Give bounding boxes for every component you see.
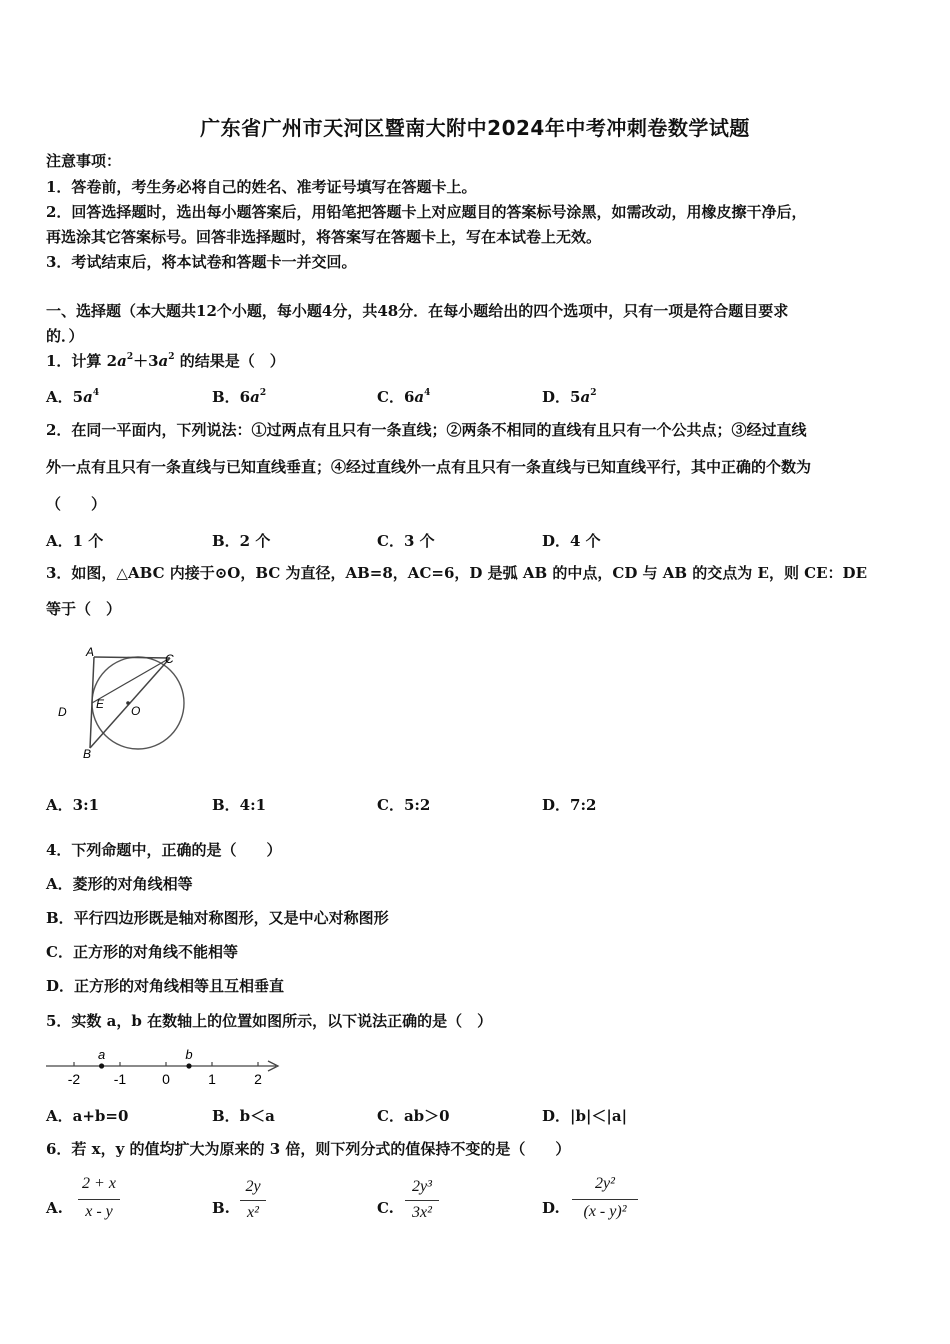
- center-point: [126, 701, 130, 705]
- label-c: C: [165, 652, 174, 666]
- q6-option-d-fraction: [572, 1175, 638, 1227]
- number-line: [40, 1042, 290, 1092]
- denominator: (x - y)²: [583, 1203, 627, 1220]
- q4-option-d: D．正方形的对角线相等且互相垂直: [46, 977, 285, 995]
- question-2-stem: 2．在同一平面内，下列说法：①过两点有且只有一条直线；②两条不相同的直线有且只有一个公共点；③经过直线: [46, 421, 807, 439]
- fraction-bar: [572, 1199, 638, 1200]
- question-1-stem: 1．计算 $2a^2+3a^2$ 的结果是（ ）: [46, 352, 285, 370]
- label-e: E: [96, 697, 105, 711]
- q3-option-b: B．4:1: [212, 796, 267, 814]
- circle-geometry-figure: [52, 640, 192, 765]
- q3-option-c: C．5:2: [377, 796, 431, 814]
- question-2-stem-cont: 外一点有且只有一条直线与已知直线垂直；④经过直线外一点有且只有一条直线与已知直线平行，其中正确的个数为: [46, 458, 812, 476]
- numerator: 2 + x: [82, 1175, 116, 1192]
- q6-option-b-fraction: [240, 1178, 266, 1228]
- q4-option-a: A．菱形的对角线相等: [46, 875, 193, 893]
- fraction-bar: [78, 1199, 120, 1200]
- q6-option-a-fraction: [78, 1175, 120, 1225]
- circle-o: [92, 657, 184, 749]
- axis-tick-label: -1: [113, 1071, 127, 1087]
- label-o: O: [131, 704, 141, 718]
- q3-option-d: D．7:2: [542, 796, 597, 814]
- question-4-stem: 4．下列命题中，正确的是（ ）: [46, 841, 282, 859]
- notice-heading: 注意事项：: [46, 152, 122, 170]
- q4-option-c: C．正方形的对角线不能相等: [46, 943, 238, 961]
- question-3-stem-cont: 等于（ ）: [46, 600, 122, 618]
- question-2-parens: （ ）: [46, 495, 107, 513]
- point-b: [186, 1063, 191, 1068]
- axis-tick-label: 0: [162, 1071, 170, 1087]
- q3-option-a: A．3:1: [46, 796, 100, 814]
- label-d: D: [58, 705, 67, 719]
- section-heading: 一、选择题（本大题共12个小题，每小题4分，共48分．在每小题给出的四个选项中，只有一项是符合题目要求: [46, 302, 789, 320]
- segment-ac: [94, 657, 170, 658]
- question-5-stem: 5．实数 a，b 在数轴上的位置如图所示，以下说法正确的是（ ）: [46, 1012, 493, 1030]
- q2-option-a: A．1 个: [46, 532, 104, 550]
- axis-tick-label: 2: [254, 1071, 262, 1087]
- denominator: 3x²: [412, 1204, 432, 1221]
- q2-option-c: C．3 个: [377, 532, 435, 550]
- question-3-stem: 3．如图，△ABC 内接于⊙O，BC 为直径，AB=8，AC=6，D 是弧 AB 的中点，CD 与 AB 的交点为 E，则 CE：DE: [46, 564, 867, 582]
- axis-tick-label: -2: [67, 1071, 81, 1087]
- denominator: x - y: [85, 1203, 113, 1220]
- q4-option-b: B．平行四边形既是轴对称图形，又是中心对称图形: [46, 909, 389, 927]
- q6-option-c-fraction: [405, 1178, 439, 1228]
- section-heading-cont: 的．）: [46, 327, 84, 345]
- denominator: x²: [247, 1204, 259, 1221]
- fraction-bar: [405, 1200, 439, 1201]
- q5-option-d: D．|b|＜|a|: [542, 1107, 628, 1125]
- q6-option-a-label: A.: [46, 1199, 63, 1217]
- notice-item: 3．考试结束后，将本试卷和答题卡一并交回。: [46, 253, 357, 271]
- label-a: A: [86, 645, 95, 659]
- q2-option-b: B．2 个: [212, 532, 271, 550]
- q5-option-b: B．b＜a: [212, 1107, 275, 1125]
- notice-item: 再选涂其它答案标号。回答非选择题时，将答案写在答题卡上，写在本试卷上无效。: [46, 228, 602, 246]
- point-b-label: b: [185, 1047, 193, 1062]
- q1-option-b: B．$6a^2$: [212, 388, 267, 406]
- question-6-stem: 6．若 x，y 的值均扩大为原来的 3 倍，则下列分式的值保持不变的是（ ）: [46, 1140, 571, 1158]
- numerator: 2y: [245, 1178, 261, 1195]
- q5-option-c: C．ab＞0: [377, 1107, 450, 1125]
- point-a: [99, 1063, 104, 1068]
- q6-option-d-label: D.: [542, 1199, 560, 1217]
- axis-tick-label: 1: [208, 1071, 216, 1087]
- numerator: 2y²: [595, 1175, 615, 1192]
- point-a-label: a: [97, 1047, 106, 1062]
- fraction-bar: [240, 1200, 266, 1201]
- notice-item: 2．回答选择题时，选出每小题答案后，用铅笔把答题卡上对应题目的答案标号涂黑，如需改动，用橡皮擦干净后，: [46, 203, 807, 221]
- notice-item: 1．答卷前，考生务必将自己的姓名、准考证号填写在答题卡上。: [46, 178, 477, 196]
- q1-option-d: D．$5a^2$: [542, 388, 597, 406]
- q1-option-c: C．$6a^4$: [377, 388, 431, 406]
- q1-option-a: A．$5a^4$: [46, 388, 100, 406]
- q2-option-d: D．4 个: [542, 532, 601, 550]
- label-b: B: [83, 747, 92, 761]
- q6-option-c-label: C.: [377, 1199, 394, 1217]
- q6-option-b-label: B.: [212, 1199, 230, 1217]
- q5-option-a: A．a+b=0: [46, 1107, 129, 1125]
- numerator: 2y³: [412, 1178, 432, 1195]
- page-title: 广东省广州市天河区暨南大附中2024年中考冲刺卷数学试题: [200, 116, 750, 140]
